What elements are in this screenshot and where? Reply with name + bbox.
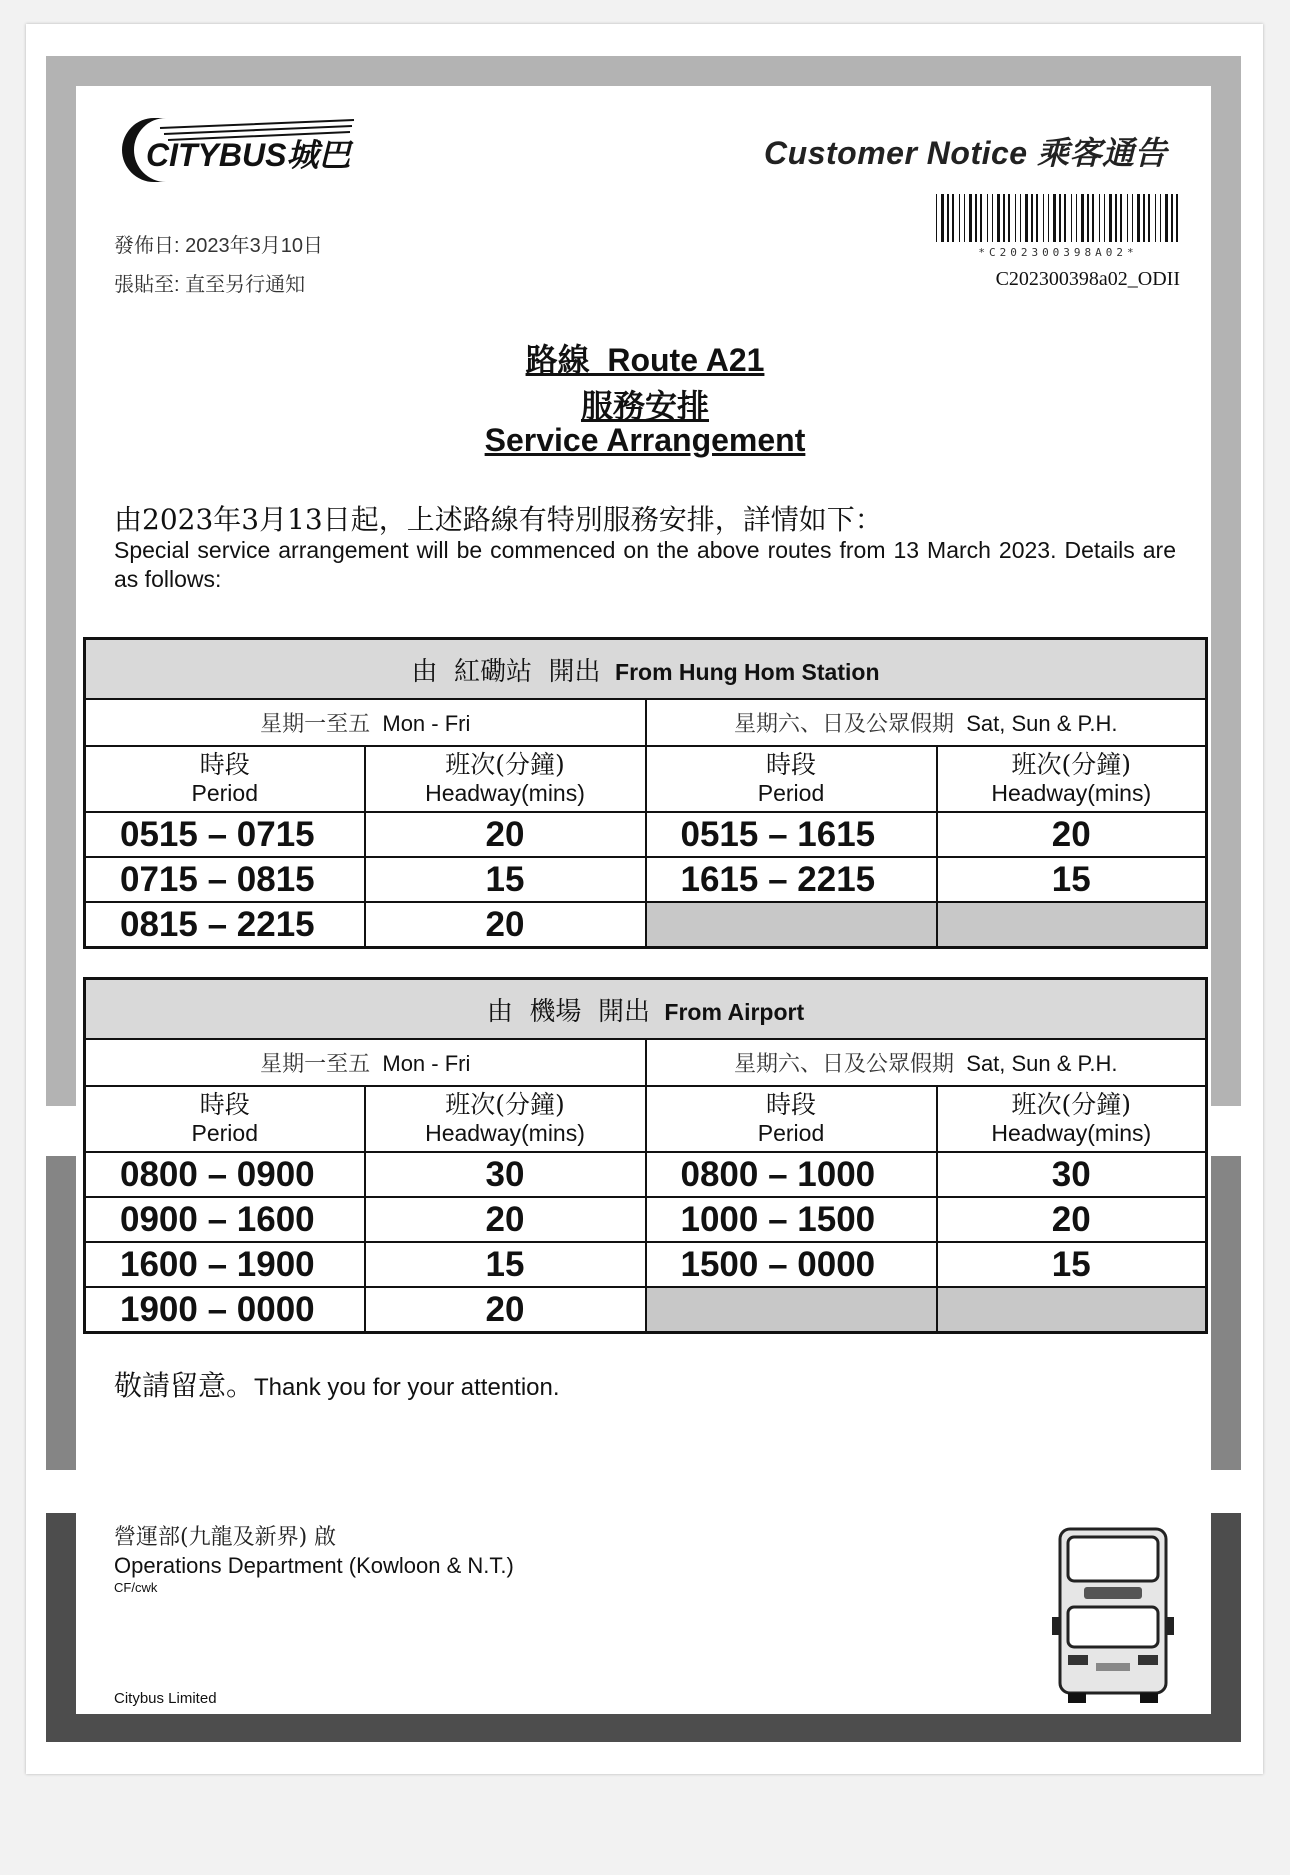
service-title-zh: 服務安排 [580, 387, 709, 425]
weekend-header: 星期六、日及公眾假期 Sat, Sun & P.H. [646, 699, 1207, 746]
empty-cell [646, 902, 937, 948]
weekday-period: 0515 – 0715 [85, 812, 365, 857]
table-row [85, 902, 1207, 948]
intro-text-zh: 由2023年3月13日起，上述路線有特別服務安排，詳情如下： [114, 503, 883, 536]
frame-bar-right-mid [1211, 1156, 1241, 1470]
intro-text-en: Special service arrangement will be commenced on the above routes from 13 March 2023. Details are as follows: [114, 537, 1176, 592]
period-header: 時段 Period [85, 1086, 365, 1152]
thanks-note: 敬請留意。Thank you for your attention. [114, 1369, 560, 1402]
table-row [85, 812, 1207, 857]
department-zh: 營運部(九龍及新界) 啟 [114, 1525, 337, 1550]
weekend-period: 1615 – 2215 [646, 857, 937, 902]
weekday-header: 星期一至五 Mon - Fri [85, 1039, 646, 1086]
notice-title: Customer Notice 乘客通告 [764, 135, 1167, 171]
schedule-table-hung-hom [83, 637, 1208, 949]
table-row [85, 1197, 1207, 1242]
weekday-headway: 20 [365, 1287, 646, 1333]
period-header: 時段 Period [85, 746, 365, 812]
svg-text:CITYBUS城巴: CITYBUS城巴 [146, 137, 351, 173]
schedule-table-airport [83, 977, 1208, 1334]
company-name: Citybus Limited [114, 1690, 217, 1707]
weekend-period: 1000 – 1500 [646, 1197, 937, 1242]
weekday-headway: 20 [365, 1197, 646, 1242]
document-code: C202300398a02_ODII [995, 268, 1180, 290]
weekday-headway: 20 [365, 902, 646, 948]
weekend-period: 1500 – 0000 [646, 1242, 937, 1287]
table-title: 由 紅磡站 開出 From Hung Hom Station [85, 639, 1207, 700]
weekday-period: 0900 – 1600 [85, 1197, 365, 1242]
table-row [85, 1242, 1207, 1287]
barcode-text: *C202300398A02* [978, 246, 1138, 259]
headway-header: 班次(分鐘) Headway(mins) [365, 1086, 646, 1152]
weekday-period: 1600 – 1900 [85, 1242, 365, 1287]
frame-bar-bottom [46, 1714, 1241, 1742]
weekend-headway: 30 [937, 1152, 1207, 1197]
weekend-headway: 20 [937, 1197, 1207, 1242]
weekday-header: 星期一至五 Mon - Fri [85, 699, 646, 746]
empty-cell [937, 902, 1207, 948]
weekday-period: 0815 – 2215 [85, 902, 365, 948]
weekday-headway: 15 [365, 1242, 646, 1287]
weekday-period: 1900 – 0000 [85, 1287, 365, 1333]
weekend-headway: 20 [937, 812, 1207, 857]
period-header: 時段 Period [646, 746, 937, 812]
weekday-headway: 30 [365, 1152, 646, 1197]
route-title: 路線 Route A21 [525, 342, 765, 378]
frame-bar-right-low [1211, 1513, 1241, 1741]
weekday-period: 0715 – 0815 [85, 857, 365, 902]
barcode [936, 194, 1180, 250]
weekday-headway: 20 [365, 812, 646, 857]
weekend-header: 星期六、日及公眾假期 Sat, Sun & P.H. [646, 1039, 1207, 1086]
reference-code: CF/cwk [114, 1580, 158, 1595]
table-row [85, 1287, 1207, 1333]
frame-bar-left-mid [46, 1156, 76, 1470]
table-row [85, 857, 1207, 902]
weekend-period: 0800 – 1000 [646, 1152, 937, 1197]
frame-bar-left-low [46, 1513, 76, 1741]
table-row [85, 1152, 1207, 1197]
weekend-headway: 15 [937, 857, 1207, 902]
table-title: 由 機場 開出 From Airport [85, 979, 1207, 1040]
headway-header: 班次(分鐘) Headway(mins) [365, 746, 646, 812]
weekday-period: 0800 – 0900 [85, 1152, 365, 1197]
issue-date: 發佈日: 2023年3月10日 [114, 235, 323, 257]
weekend-headway: 15 [937, 1242, 1207, 1287]
department-en: Operations Department (Kowloon & N.T.) [114, 1553, 514, 1578]
frame-bar-right-upper [1211, 56, 1241, 1106]
citybus-logo [114, 110, 364, 190]
frame-bar-top [46, 56, 1241, 86]
empty-cell [937, 1287, 1207, 1333]
post-until: 張貼至: 直至另行通知 [114, 274, 306, 296]
headway-header: 班次(分鐘) Headway(mins) [937, 1086, 1207, 1152]
period-header: 時段 Period [646, 1086, 937, 1152]
double-decker-bus-icon [1050, 1525, 1176, 1705]
empty-cell [646, 1287, 937, 1333]
weekend-period: 0515 – 1615 [646, 812, 937, 857]
service-title-en: Service Arrangement [484, 422, 806, 458]
headway-header: 班次(分鐘) Headway(mins) [937, 746, 1207, 812]
frame-bar-left-upper [46, 56, 76, 1106]
weekday-headway: 15 [365, 857, 646, 902]
